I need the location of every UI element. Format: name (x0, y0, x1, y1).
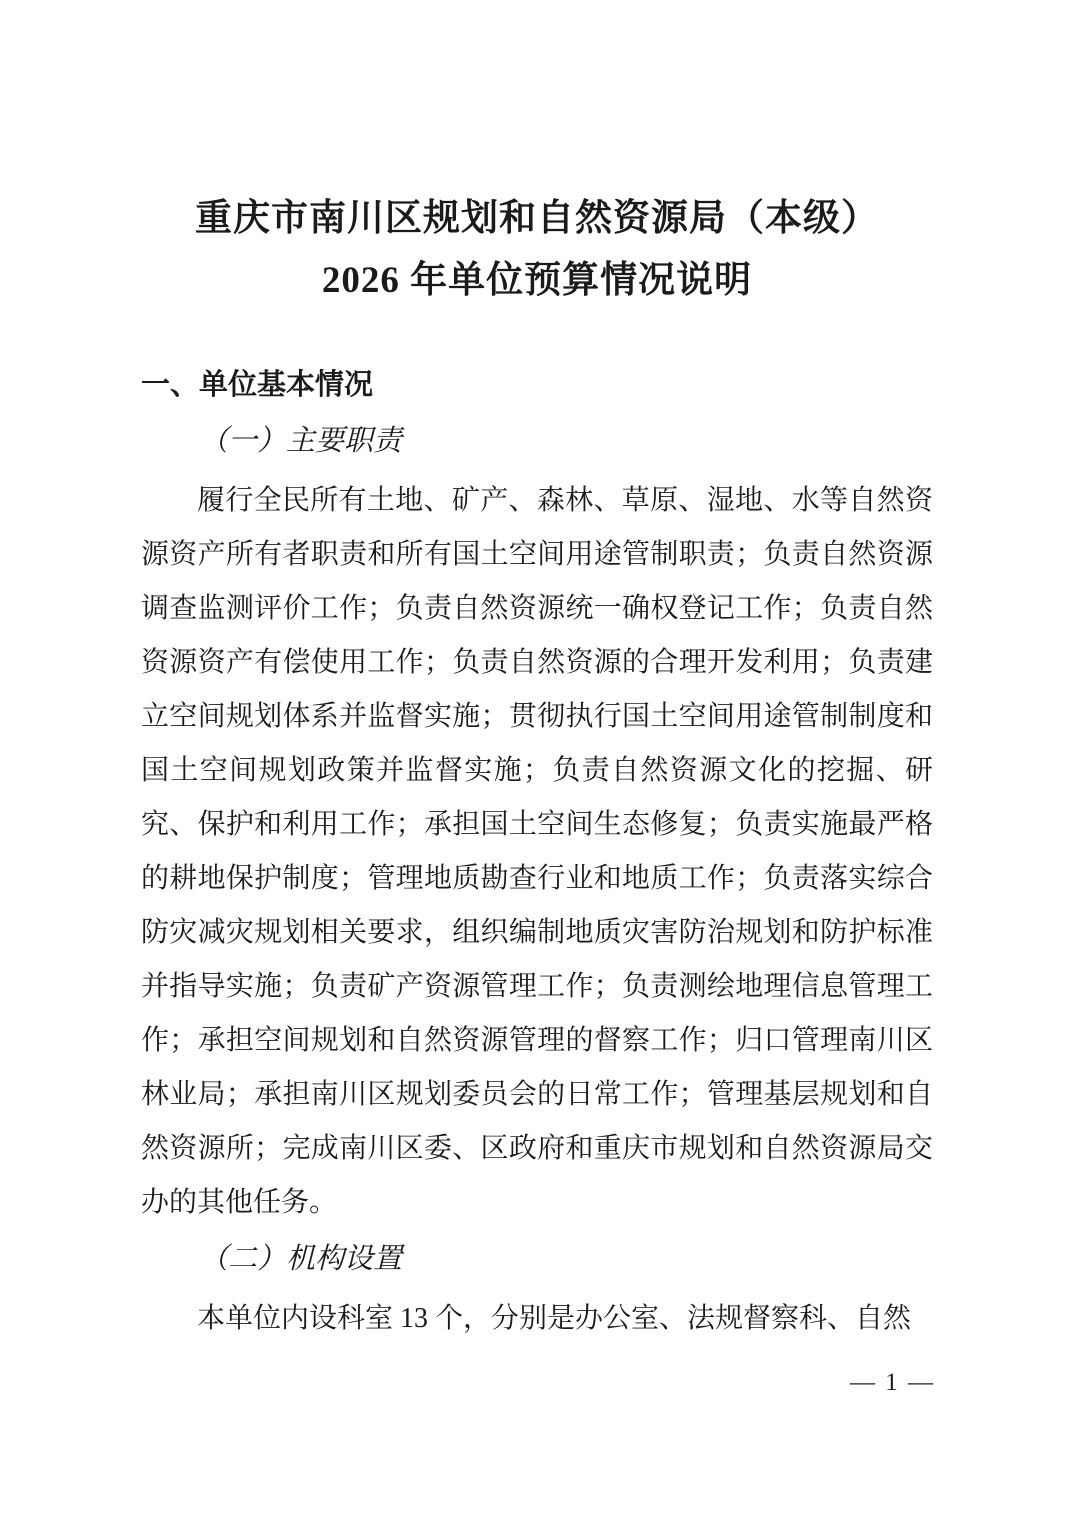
document-title-line2: 2026 年单位预算情况说明 (321, 260, 753, 301)
page-number: — 1 — (850, 1369, 935, 1396)
duties-paragraph: 履行全民所有土地、矿产、森林、草原、湿地、水等自然资源资产所有者职责和所有国土空间用途管制职责；负责自然资源调查监测评价工作；负责自然资源统一确权登记工作；负责自然资源资产有偿使用工作；负责自然资源的合理开发利用；负责建立空间规划体系并监督实施；贯彻执行国土空间用途管制制度和国土空间规划政策并监督实施；负责自然资源文化的挖掘、研究、保护和利用工作；承担国土空间生态修复；负责实施最严格的耕地保护制度；管理地质勘查行业和地质工作；负责落实综合防灾减灾规划相关要求，组织编制地质灾害防治规划和防护标准并指导实施；负责矿产资源管理工作；负责测绘地理信息管理工作；承担空间规划和自然资源管理的督察工作；归口管理南川区林业局；承担南川区规划委员会的日常工作；管理基层规划和自然资源所；完成南川区委、区政府和重庆市规划和自然资源局交办的其他任务。 (141, 485, 933, 1218)
organization-paragraph: 本单位内设科室 13 个，分别是办公室、法规督察科、自然 (197, 1303, 912, 1334)
subsection-heading-duties: （一）主要职责 (199, 425, 403, 457)
subsection-heading-organization: （二）机构设置 (199, 1243, 403, 1275)
document-title-line1: 重庆市南川区规划和自然资源局（本级） (195, 198, 879, 239)
document-title (141, 188, 933, 312)
section-heading-basic-info: 一、单位基本情况 (141, 369, 374, 401)
